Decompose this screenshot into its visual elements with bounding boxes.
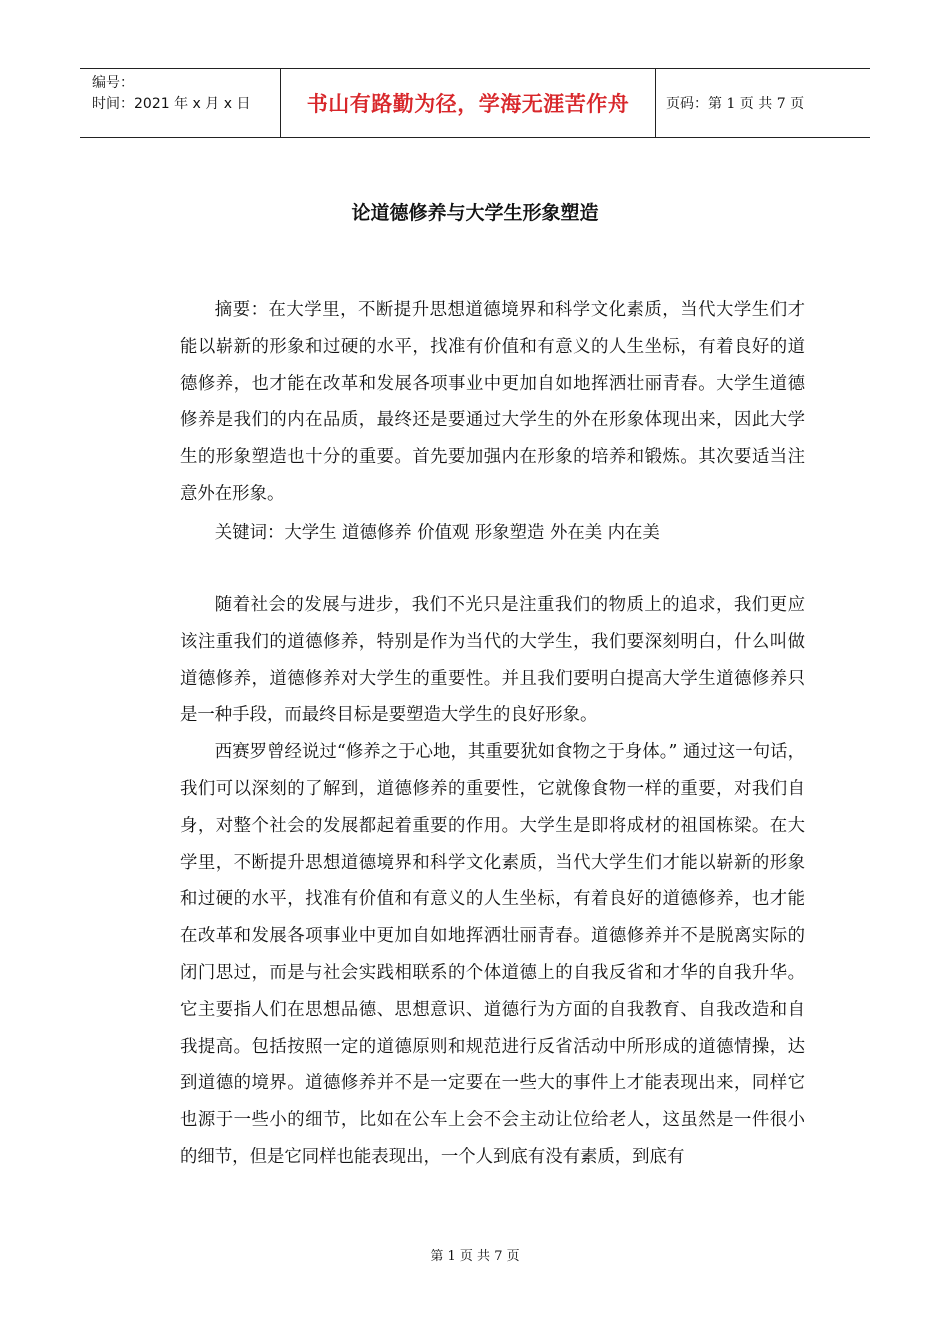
- motto-text: 书山有路勤为径，学海无涯苦作舟: [306, 92, 630, 116]
- page-info: 页码：第 1 页 共 7 页: [666, 96, 805, 112]
- keywords-section: [180, 515, 805, 552]
- date-label: 时间：2021 年 x 月 x 日: [92, 96, 251, 112]
- header-meta-cell: [80, 69, 281, 137]
- abstract-section: [180, 292, 805, 513]
- body-paragraph: 随着社会的发展与进步，我们不光只是注重我们的物质上的追求，我们更应该注重我们的道德修养，特别是作为当代的大学生，我们要深刻明白，什么叫做道德修养，道德修养对大学生的重要性。并且我们要明白提高大学生道德修养只是一种手段，而最终目标是要塑造大学生的良好形象。: [180, 595, 805, 726]
- main-body: [180, 587, 805, 1176]
- number-label: 编号：: [92, 75, 134, 91]
- abstract-paragraph: 摘要：在大学里，不断提升思想道德境界和科学文化素质，当代大学生们才能以崭新的形象和过硬的水平，找准有价值和有意义的人生坐标，有着良好的道德修养，也才能在改革和发展各项事业中更加自如地挥洒壮丽青春。大学生道德修养是我们的内在品质，最终还是要通过大学生的外在形象体现出来，因此大学生的形象塑造也十分的重要。首先要加强内在形象的培养和锻炼。其次要适当注意外在形象。: [180, 300, 805, 504]
- body-paragraph: 西赛罗曾经说过“修养之于心地，其重要犹如食物之于身体。” 通过这一句话，我们可以深刻的了解到，道德修养的重要性，它就像食物一样的重要，对我们自身，对整个社会的发展都起着重要的作用。大学生是即将成材的祖国栋梁。在大学里，不断提升思想道德境界和科学文化素质，当代大学生们才能以崭新的形象和过硬的水平，找准有价值和有意义的人生坐标，有着良好的道德修养，也才能在改革和发展各项事业中更加自如地挥洒壮丽青春。道德修养并不是脱离实际的闭门思过，而是与社会实践相联系的个体道德上的自我反省和才华的自我升华。它主要指人们在思想品德、思想意识、道德行为方面的自我教育、自我改造和自我提高。包括按照一定的道德原则和规范进行反省活动中所形成的道德情操，达到道德的境界。道德修养并不是一定要在一些大的事件上才能表现出来，同样它也源于一些小的细节，比如在公车上会不会主动让位给老人，这虽然是一件很小的细节，但是它同样也能表现出，一个人到底有没有素质，到底有: [180, 742, 805, 1167]
- header-motto-cell: [281, 69, 656, 137]
- header-page-cell: [656, 69, 870, 137]
- page-footer: 第 1 页 共 7 页: [430, 1249, 520, 1264]
- keywords-paragraph: 关键词：大学生 道德修养 价值观 形象塑造 外在美 内在美: [214, 523, 660, 543]
- document-title: 论道德修养与大学生形象塑造: [351, 202, 599, 224]
- document-header: [80, 68, 870, 138]
